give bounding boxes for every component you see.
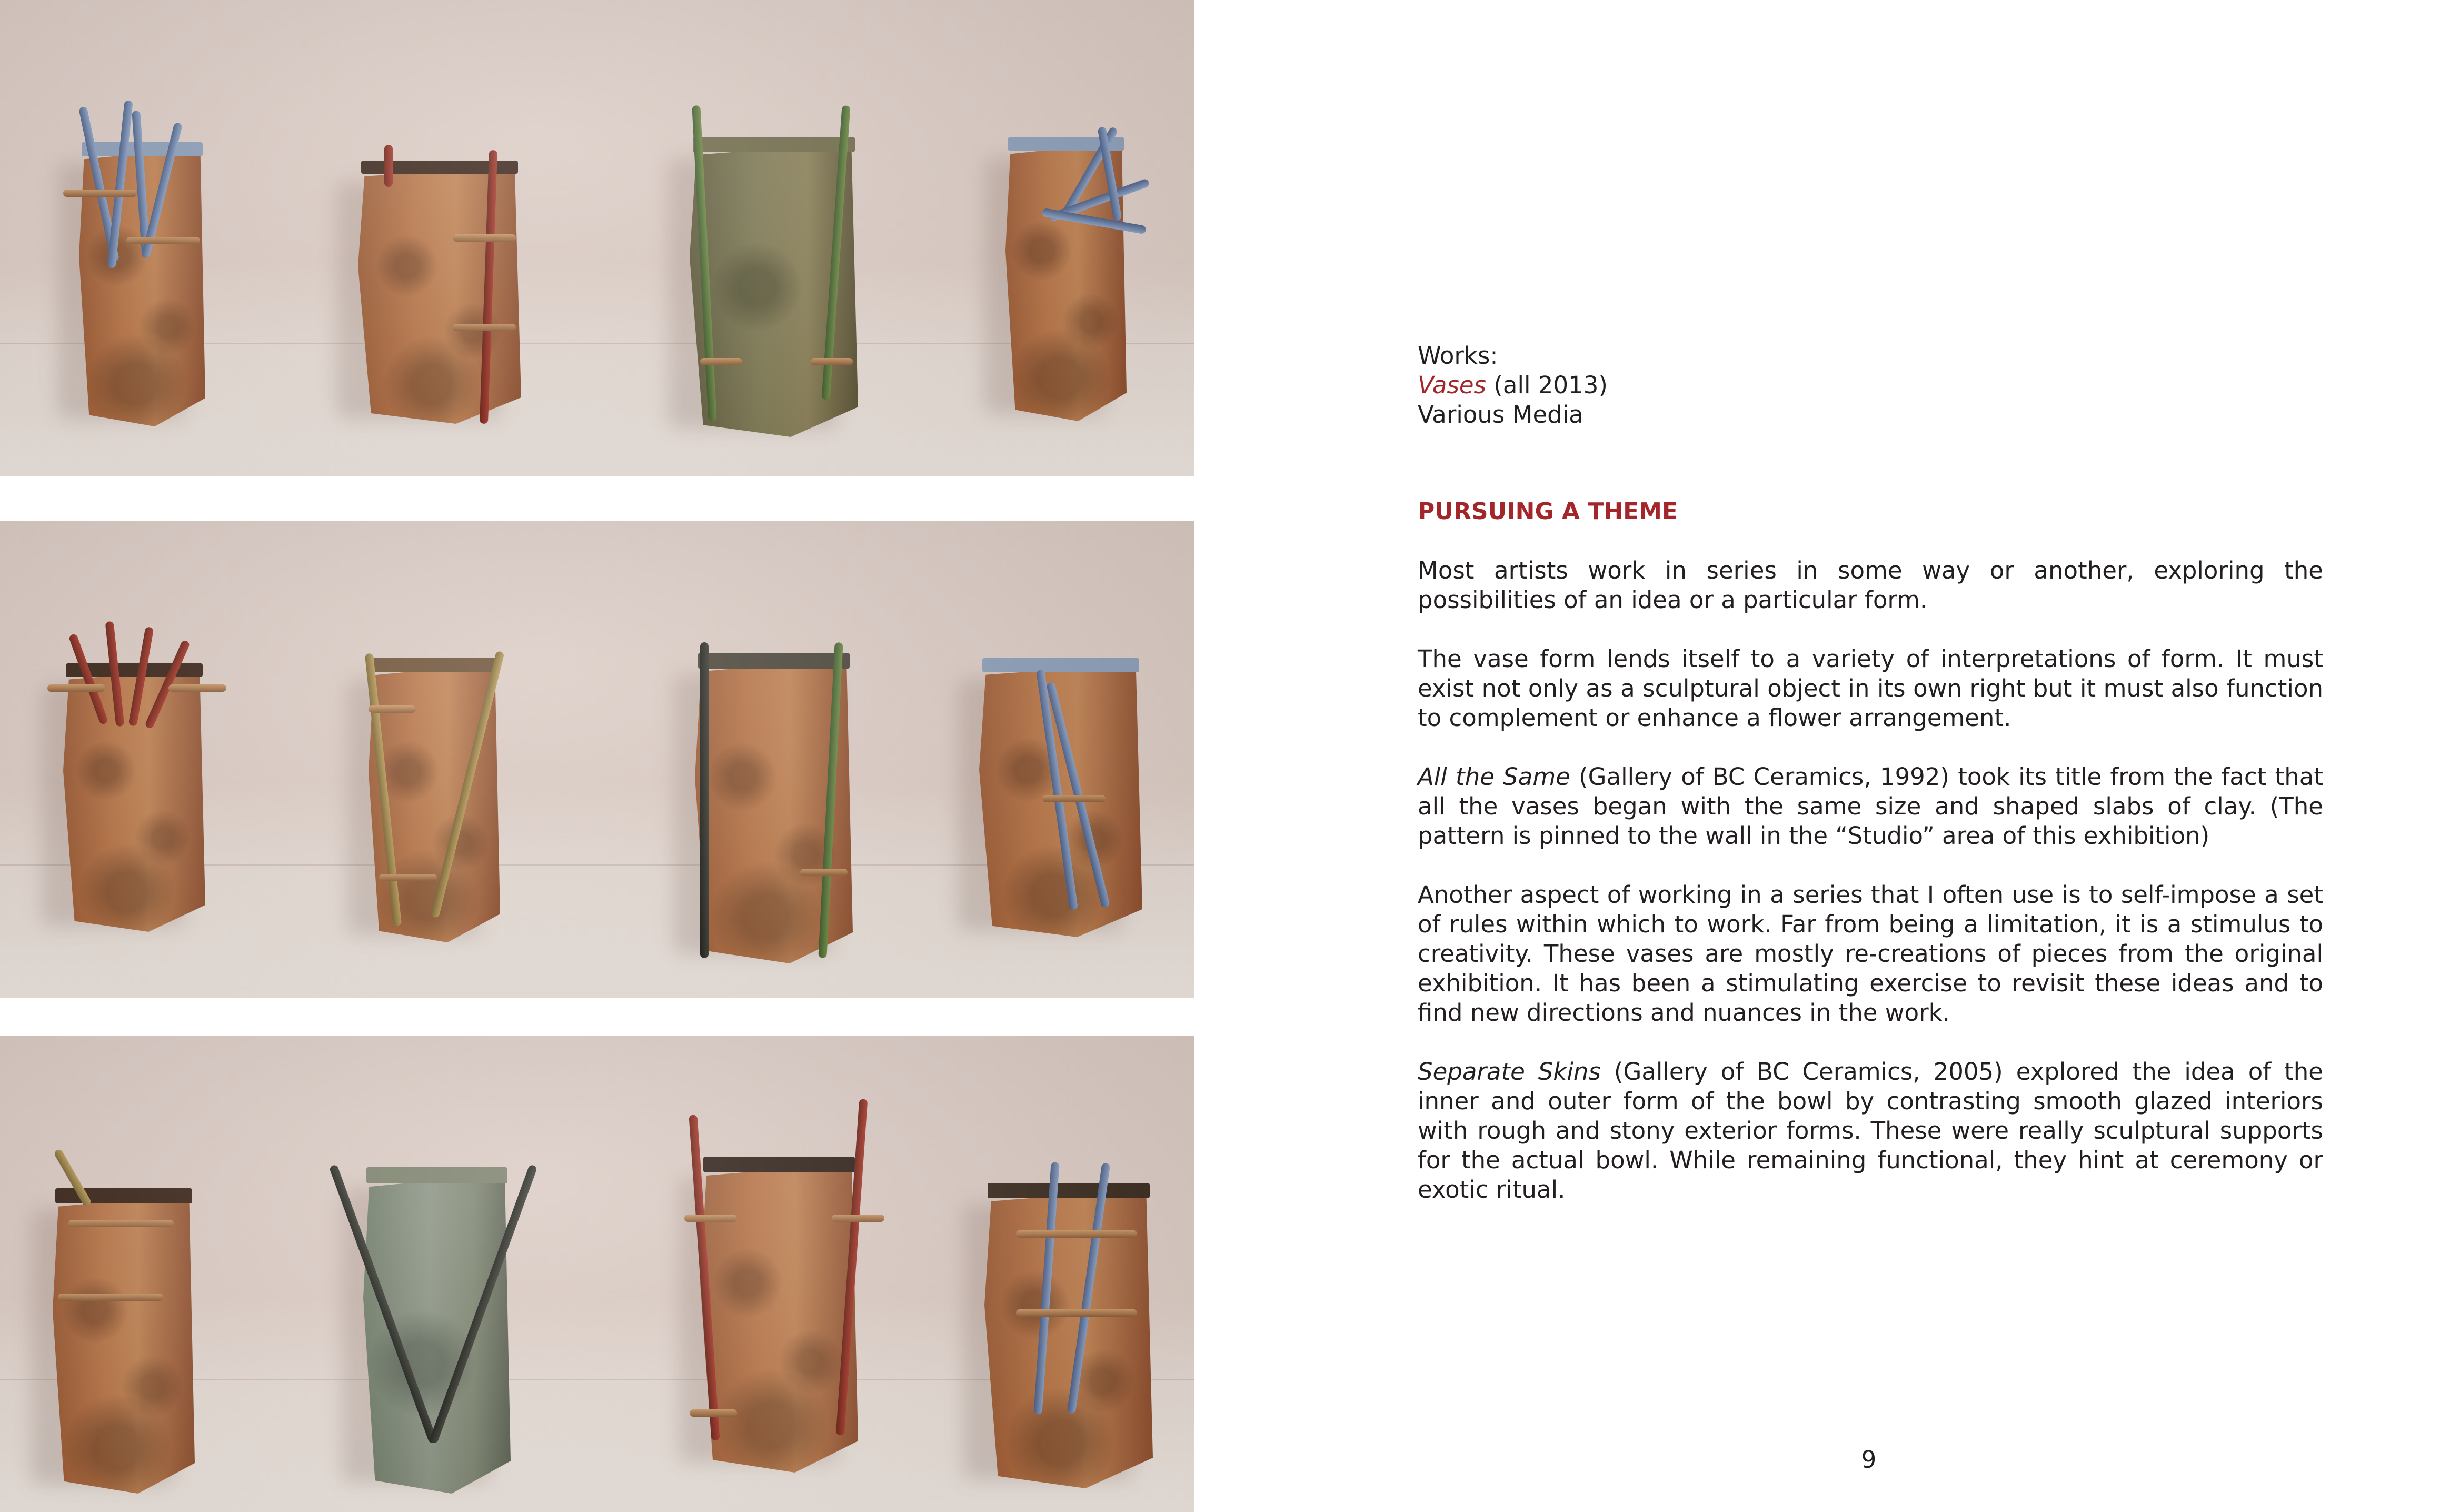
- vase: [695, 653, 853, 963]
- vase: [1005, 137, 1127, 421]
- vase-photo-row-1: [0, 0, 1194, 476]
- works-title-suffix: (all 2013): [1486, 371, 1608, 399]
- paragraph: All the Same (Gallery of BC Ceramics, 1992) took its title from the fact that all the vases began with the same size and shaped slabs of clay. (The pattern is pinned to the wall in the “Studio” area of this exhibition): [1418, 763, 2323, 850]
- page-number: 9: [1861, 1446, 1877, 1474]
- exhibition-title: All the Same: [1418, 763, 1570, 791]
- vase: [358, 161, 521, 424]
- vase: [79, 142, 205, 426]
- text-column: [1418, 341, 2323, 1234]
- paragraph: Separate Skins (Gallery of BC Ceramics, 2005) explored the idea of the inner and outer form of the bowl by contrasting smooth glazed interiors with rough and stony exterior forms. These were really sculptural supports for the actual bowl. While remaining functional, they hint at ceremony or exotic ritual.: [1418, 1058, 2323, 1203]
- vase: [690, 137, 858, 437]
- paragraph: Most artists work in series in some way or another, exploring the possibilities of an idea or a particular form.: [1418, 556, 2323, 614]
- vase: [984, 1183, 1153, 1488]
- vase: [53, 1188, 195, 1494]
- works-title-line: [1418, 371, 2323, 400]
- vase-photo-row-2: [0, 521, 1194, 998]
- vase-photo-row-3: [0, 1036, 1194, 1512]
- vase: [369, 658, 500, 942]
- vase: [63, 663, 205, 932]
- paragraph: Another aspect of working in a series that I often use is to self-impose a set of rules within which to work. Far from being a limitation, it is a stimulus to creativity. These vases are mostly re-creations of pieces from the original exhibition. It has been a stimulating exercise to revisit these ideas and to find new directions and nuances in the work.: [1418, 881, 2323, 1027]
- works-label: Works:: [1418, 342, 1498, 370]
- vase: [979, 658, 1142, 937]
- vase: [363, 1167, 511, 1494]
- vase: [700, 1157, 858, 1473]
- section-heading: PURSUING A THEME: [1418, 498, 1678, 525]
- works-title: Vases: [1418, 371, 1487, 399]
- paragraph: The vase form lends itself to a variety of interpretations of form. It must exist not only as a sculptural object in its own right but it must also function to complement or enhance a flower arrangement.: [1418, 645, 2323, 732]
- works-media: Various Media: [1418, 401, 1583, 429]
- works-caption: [1418, 341, 2323, 430]
- exhibition-title: Separate Skins: [1418, 1058, 1601, 1086]
